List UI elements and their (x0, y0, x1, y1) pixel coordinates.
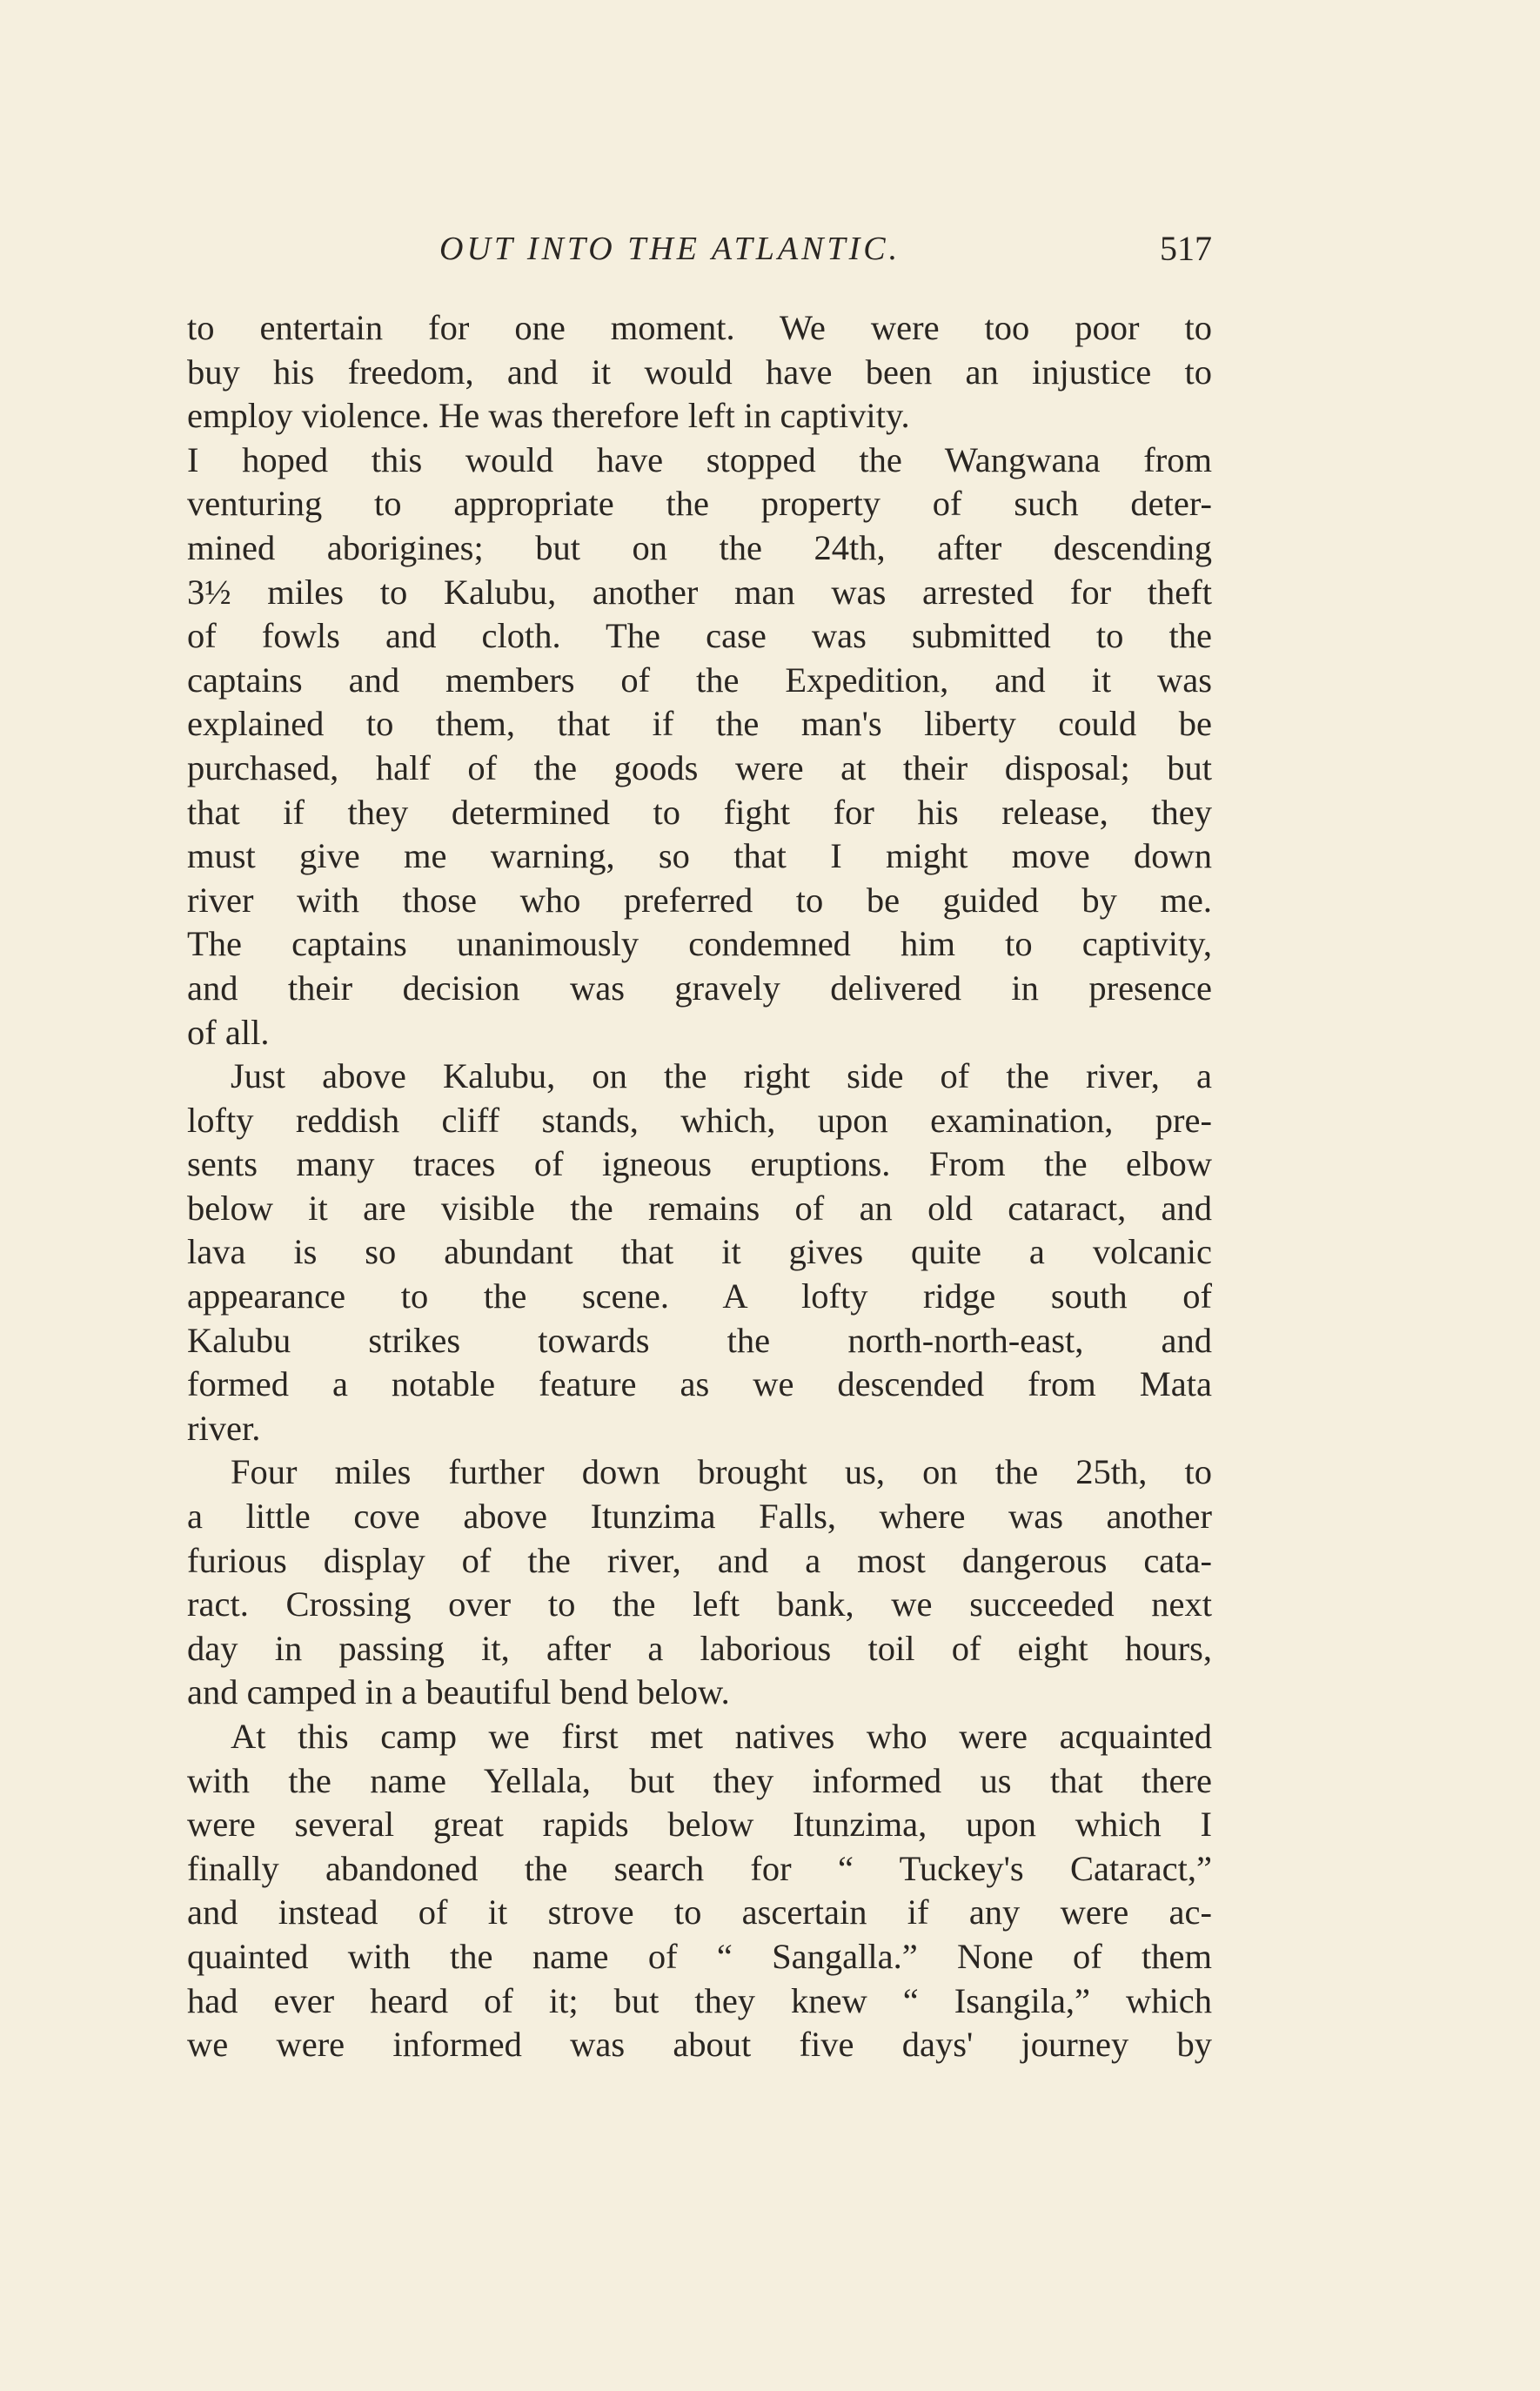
text-line: to entertain for one moment. We were too poor to (187, 308, 1212, 347)
text-line: Just above Kalubu, on the right side of the river, a (231, 1056, 1212, 1096)
text-line: a little cove above Itunzima Falls, where was another (187, 1497, 1212, 1537)
paragraph (187, 1715, 1212, 2067)
text-line: purchased, half of the goods were at their disposal; but (187, 747, 1212, 787)
text-line: sents many traces of igneous eruptions. From the elbow (187, 1144, 1212, 1184)
text-line: Four miles further down brought us, on the 25th, to (231, 1452, 1212, 1492)
text-line: I hoped this would have stopped the Wangwana from (187, 439, 1212, 479)
text-line: The captains unanimously condemned him to captivity, (187, 924, 1212, 964)
text-line: lava is so abundant that it gives quite a volcanic (187, 1232, 1212, 1272)
text-line: had ever heard of it; but they knew “ Isangila,” which (187, 1980, 1212, 2020)
page-number: 517 (1160, 229, 1212, 268)
text-line: Kalubu strikes towards the north-north-east, and (187, 1320, 1212, 1360)
running-head (187, 223, 1212, 275)
text-line: appearance to the scene. A lofty ridge south of (187, 1276, 1212, 1316)
text-line: ract. Crossing over to the left bank, we succeeded next (187, 1584, 1212, 1624)
text-line: with the name Yellala, but they informed us that there (187, 1760, 1212, 1800)
paragraph (187, 439, 1212, 1055)
text-line: captains and members of the Expedition, and it was (187, 660, 1212, 700)
text-line: must give me warning, so that I might move down (187, 836, 1212, 876)
text-line: below it are visible the remains of an old cataract, and (187, 1188, 1212, 1228)
text-line: were several great rapids below Itunzima, upon which I (187, 1805, 1212, 1845)
text-line: furious display of the river, and a most dangerous cata- (187, 1540, 1212, 1580)
text-line: day in passing it, after a laborious toil of eight hours, (187, 1628, 1212, 1668)
text-line: river. (187, 1408, 261, 1448)
text-line: river with those who preferred to be guided by me. (187, 880, 1212, 920)
text-line: mined aborigines; but on the 24th, after descending (187, 527, 1212, 567)
text-line: and camped in a beautiful bend below. (187, 1672, 730, 1712)
text-line: formed a notable feature as we descended from Mata (187, 1364, 1212, 1404)
text-line: explained to them, that if the man's liberty could be (187, 704, 1212, 744)
text-line: of all. (187, 1012, 270, 1052)
text-line: employ violence. He was therefore left in captivity. (187, 396, 910, 436)
text-line: venturing to appropriate the property of such deter- (187, 484, 1212, 524)
text-line: and their decision was gravely delivered in presence (187, 968, 1212, 1008)
text-line: we were informed was about five days' journey by (187, 2025, 1212, 2065)
text-line: buy his freedom, and it would have been an injustice to (187, 352, 1212, 392)
text-line: lofty reddish cliff stands, which, upon examination, pre- (187, 1100, 1212, 1140)
body-text (187, 306, 1212, 2067)
text-line: of fowls and cloth. The case was submitted to the (187, 616, 1212, 656)
paragraph (187, 1450, 1212, 1715)
text-line: quainted with the name of “ Sangalla.” None of them (187, 1936, 1212, 1976)
text-line: finally abandoned the search for “ Tuckey's Cataract,” (187, 1848, 1212, 1888)
paragraph (187, 1055, 1212, 1450)
text-line: and instead of it strove to ascertain if any were ac- (187, 1892, 1212, 1932)
text-line: 3½ miles to Kalubu, another man was arrested for theft (187, 572, 1212, 612)
text-line: At this camp we first met natives who were acquainted (231, 1717, 1212, 1756)
text-line: that if they determined to fight for his release, they (187, 792, 1212, 832)
running-title: OUT INTO THE ATLANTIC. (439, 231, 901, 267)
paragraph (187, 306, 1212, 439)
